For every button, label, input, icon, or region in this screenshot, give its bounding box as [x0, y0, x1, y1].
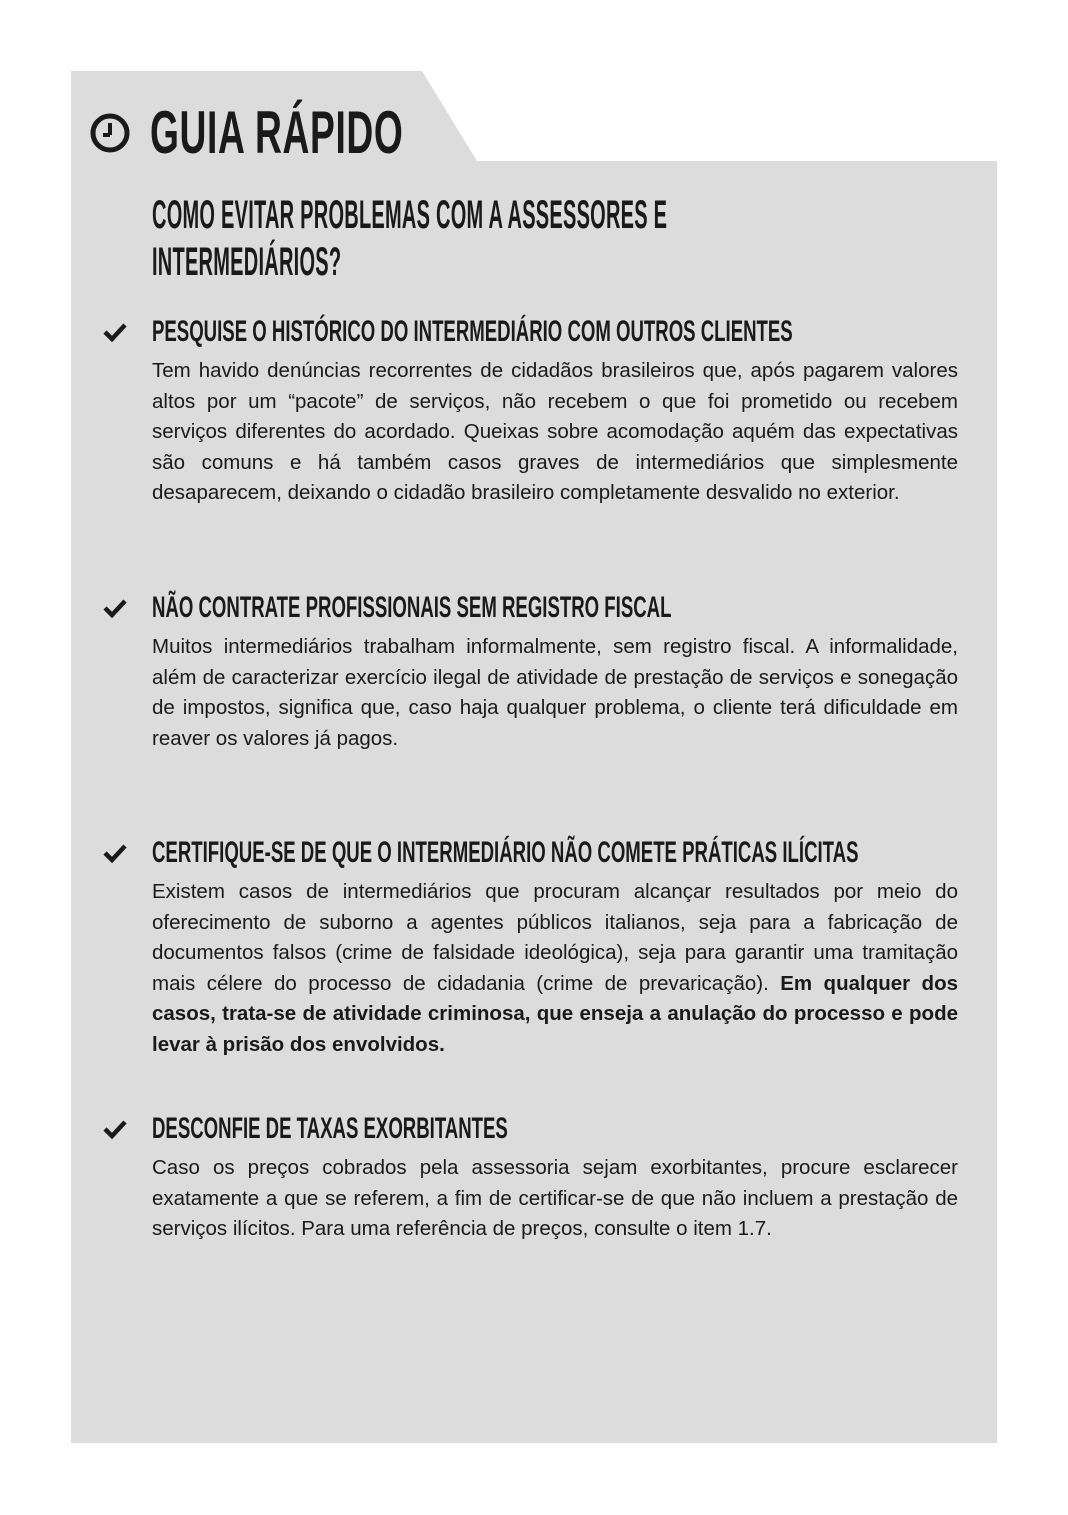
- section-title: CERTIFIQUE-SE DE QUE O INTERMEDIÁRIO NÃO COMETE PRÁTICAS ILÍCITAS: [152, 836, 859, 869]
- page-title: GUIA RÁPIDO: [150, 99, 404, 166]
- section-body-text: Existem casos de intermediários que procuram alcançar resultados por meio do oferecimento de suborno a agentes públicos italianos, seja para a fabricação de documentos falsos (crime de falsidade ideológica), seja para garantir uma tramitação mais célere do processo de cidadania (crime de prevaricação).: [152, 880, 958, 995]
- guide-header: [88, 98, 559, 168]
- check-icon: [103, 322, 127, 342]
- section-body: Tem havido denúncias recorrentes de cidadãos brasileiros que, após pagarem valores altos por um “pacote” de serviços, não recebem o que foi prometido ou recebem serviços diferentes do acordado. Queixas sobre acomodação aquém das expectativas são comuns e há também casos graves de intermediários que simplesmente desaparecem, deixando o cidadão brasileiro completamente desvalido no exterior.: [152, 359, 958, 504]
- section-illicit-practices: [103, 835, 963, 1060]
- section-exorbitant-fees: [103, 1111, 963, 1245]
- clock-icon: [88, 111, 132, 155]
- check-icon: [103, 598, 127, 618]
- section-history: [103, 314, 963, 509]
- section-body: [152, 877, 958, 1060]
- check-icon: [103, 843, 127, 863]
- section-body: Caso os preços cobrados pela assessoria sejam exorbitantes, procure esclarecer exatamente a que se referem, a fim de certificar-se de que não incluem a prestação de serviços ilícitos. Para uma referência de preços, consulte o item 1.7.: [152, 1156, 958, 1240]
- section-title: NÃO CONTRATE PROFISSIONAIS SEM REGISTRO FISCAL: [152, 591, 672, 624]
- section-body: Muitos intermediários trabalham informalmente, sem registro fiscal. A informalidade, além de caracterizar exercício ilegal de atividade de prestação de serviços e sonegação de impostos, significa que, caso haja qualquer problema, o cliente terá dificuldade em reaver os valores já pagos.: [152, 635, 958, 750]
- section-title: DESCONFIE DE TAXAS EXORBITANTES: [152, 1112, 508, 1145]
- section-body-bold: Em qualquer dos casos, trata-se de atividade criminosa, que enseja a anulação do processo e pode levar à prisão dos envolvidos.: [152, 971, 958, 1056]
- check-icon: [103, 1119, 127, 1139]
- page-subtitle: COMO EVITAR PROBLEMAS COM A ASSESSORES E INTERMEDIÁRIOS?: [152, 193, 668, 284]
- section-fiscal-registry: [103, 590, 963, 754]
- section-title: PESQUISE O HISTÓRICO DO INTERMEDIÁRIO COM OUTROS CLIENTES: [152, 315, 793, 348]
